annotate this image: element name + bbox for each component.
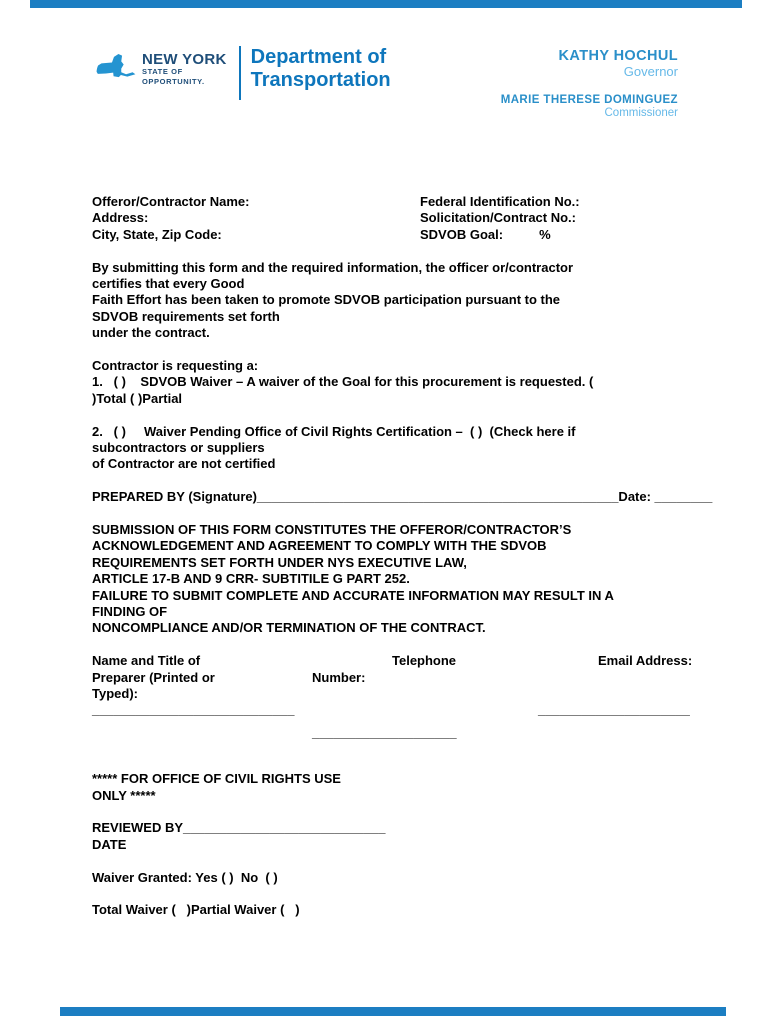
top-accent-bar [30, 0, 742, 8]
request-item-2-line: subcontractors or suppliers [92, 440, 265, 456]
field-label-sdvob-goal: SDVOB Goal: % [420, 226, 551, 242]
department-line-1: Department of [250, 46, 387, 68]
waiver-granted-section [92, 870, 740, 886]
field-label-city-state-zip: City, State, Zip Code: [92, 226, 222, 242]
contract-info-fields [92, 194, 740, 243]
form-body [92, 194, 740, 919]
commissioner-name: MARIE THERESE DOMINGUEZ [500, 94, 678, 106]
submission-notice-paragraph [92, 522, 740, 637]
paragraph-line: certifies that every Good [92, 276, 245, 292]
waiver-type-section [92, 902, 740, 918]
paragraph-line: By submitting this form and the required information, the officer or/contractor [92, 259, 574, 275]
preparer-row [92, 653, 740, 669]
field-label-offeror-name: Offeror/Contractor Name: [92, 194, 250, 209]
request-item-2 [92, 424, 740, 473]
department-name [251, 46, 391, 92]
request-item-1-line: )Total ( )Partial [92, 390, 183, 406]
paragraph-line: under the contract. [92, 325, 210, 341]
telephone-blank-line: ____________________ [312, 724, 457, 740]
request-intro: Contractor is requesting a: [92, 358, 259, 374]
bottom-accent-bar [60, 1007, 726, 1016]
field-label-federal-id: Federal Identification No.: [420, 194, 580, 209]
preparer-row [92, 670, 740, 686]
officials-block [501, 48, 678, 120]
preparer-name-label-line: Preparer (Printed or [92, 669, 215, 685]
field-label-address: Address: [92, 210, 149, 226]
office-use-heading [92, 771, 740, 804]
field-row [92, 210, 740, 226]
reviewed-by-line: REVIEWED BY____________________________ [92, 820, 386, 836]
waiver-type-line: Total Waiver ( )Partial Waiver ( ) [92, 902, 300, 918]
field-label-solicitation-no: Solicitation/Contract No.: [420, 210, 576, 226]
request-item-2-line: of Contractor are not certified [92, 456, 276, 472]
email-blank-line: _____________________ [538, 702, 690, 718]
logo-tagline-2: OPPORTUNITY. [142, 76, 205, 86]
field-row [92, 194, 740, 210]
reviewed-by-section [92, 820, 740, 853]
governor-name: KATHY HOCHUL [558, 48, 678, 64]
notice-line: NONCOMPLIANCE AND/OR TERMINATION OF THE CONTRACT. [92, 620, 486, 636]
telephone-label-line: Telephone [392, 653, 457, 669]
department-line-2: Transportation [250, 69, 391, 91]
logo-wordmark [142, 52, 227, 86]
telephone-label-line: Number: [312, 669, 366, 685]
request-item-2-line: 2. ( ) Waiver Pending Office of Civil Rights Certification – ( ) (Check here if [92, 423, 576, 439]
notice-line: ARTICLE 17-B AND 9 CRR- SUBTITILE G PART 252. [92, 571, 410, 587]
ny-state-icon [95, 52, 137, 86]
notice-line: REQUIREMENTS SET FORTH UNDER NYS EXECUTIVE LAW, [92, 554, 467, 570]
logo-divider [239, 46, 241, 100]
date-label: DATE [92, 836, 127, 852]
paragraph-line: Faith Effort has been taken to promote SDVOB participation pursuant to the [92, 292, 561, 308]
letterhead [95, 42, 678, 137]
commissioner-title: Commissioner [604, 107, 678, 119]
logo-tagline-1: STATE OF [142, 67, 183, 76]
waiver-granted-line: Waiver Granted: Yes ( ) No ( ) [92, 869, 278, 885]
preparer-row [92, 686, 740, 702]
preparer-name-label-line: Name and Title of [92, 653, 201, 669]
paragraph-line: SDVOB requirements set forth [92, 308, 280, 324]
preparer-name-label-line: Typed): [92, 686, 138, 702]
notice-line: FINDING OF [92, 604, 168, 620]
field-row [92, 227, 740, 243]
request-section [92, 358, 740, 407]
preparer-row [92, 725, 740, 741]
prepared-by-section [92, 489, 740, 505]
notice-line: SUBMISSION OF THIS FORM CONSTITUTES THE OFFEROR/CONTRACTOR’S [92, 522, 572, 538]
nys-dot-logo [95, 46, 391, 100]
governor-title: Governor [623, 64, 678, 79]
office-use-heading-line: ***** FOR OFFICE OF CIVIL RIGHTS USE [92, 771, 341, 787]
email-label: Email Address: [598, 653, 693, 669]
preparer-row [92, 702, 740, 718]
request-item-1-line: 1. ( ) SDVOB Waiver – A waiver of the Goal for this procurement is requested. ( [92, 374, 594, 390]
office-use-heading-line: ONLY ***** [92, 787, 156, 803]
prepared-by-signature-line: PREPARED BY (Signature)__________________________________________________Date: ________ [92, 489, 713, 505]
logo-state-name: NEW YORK [142, 51, 227, 68]
preparer-name-blank-line: ____________________________ [92, 702, 295, 718]
certification-paragraph [92, 260, 740, 342]
notice-line: ACKNOWLEDGEMENT AND AGREEMENT TO COMPLY WITH THE SDVOB [92, 538, 547, 554]
preparer-section [92, 653, 740, 741]
notice-line: FAILURE TO SUBMIT COMPLETE AND ACCURATE INFORMATION MAY RESULT IN A [92, 587, 614, 603]
